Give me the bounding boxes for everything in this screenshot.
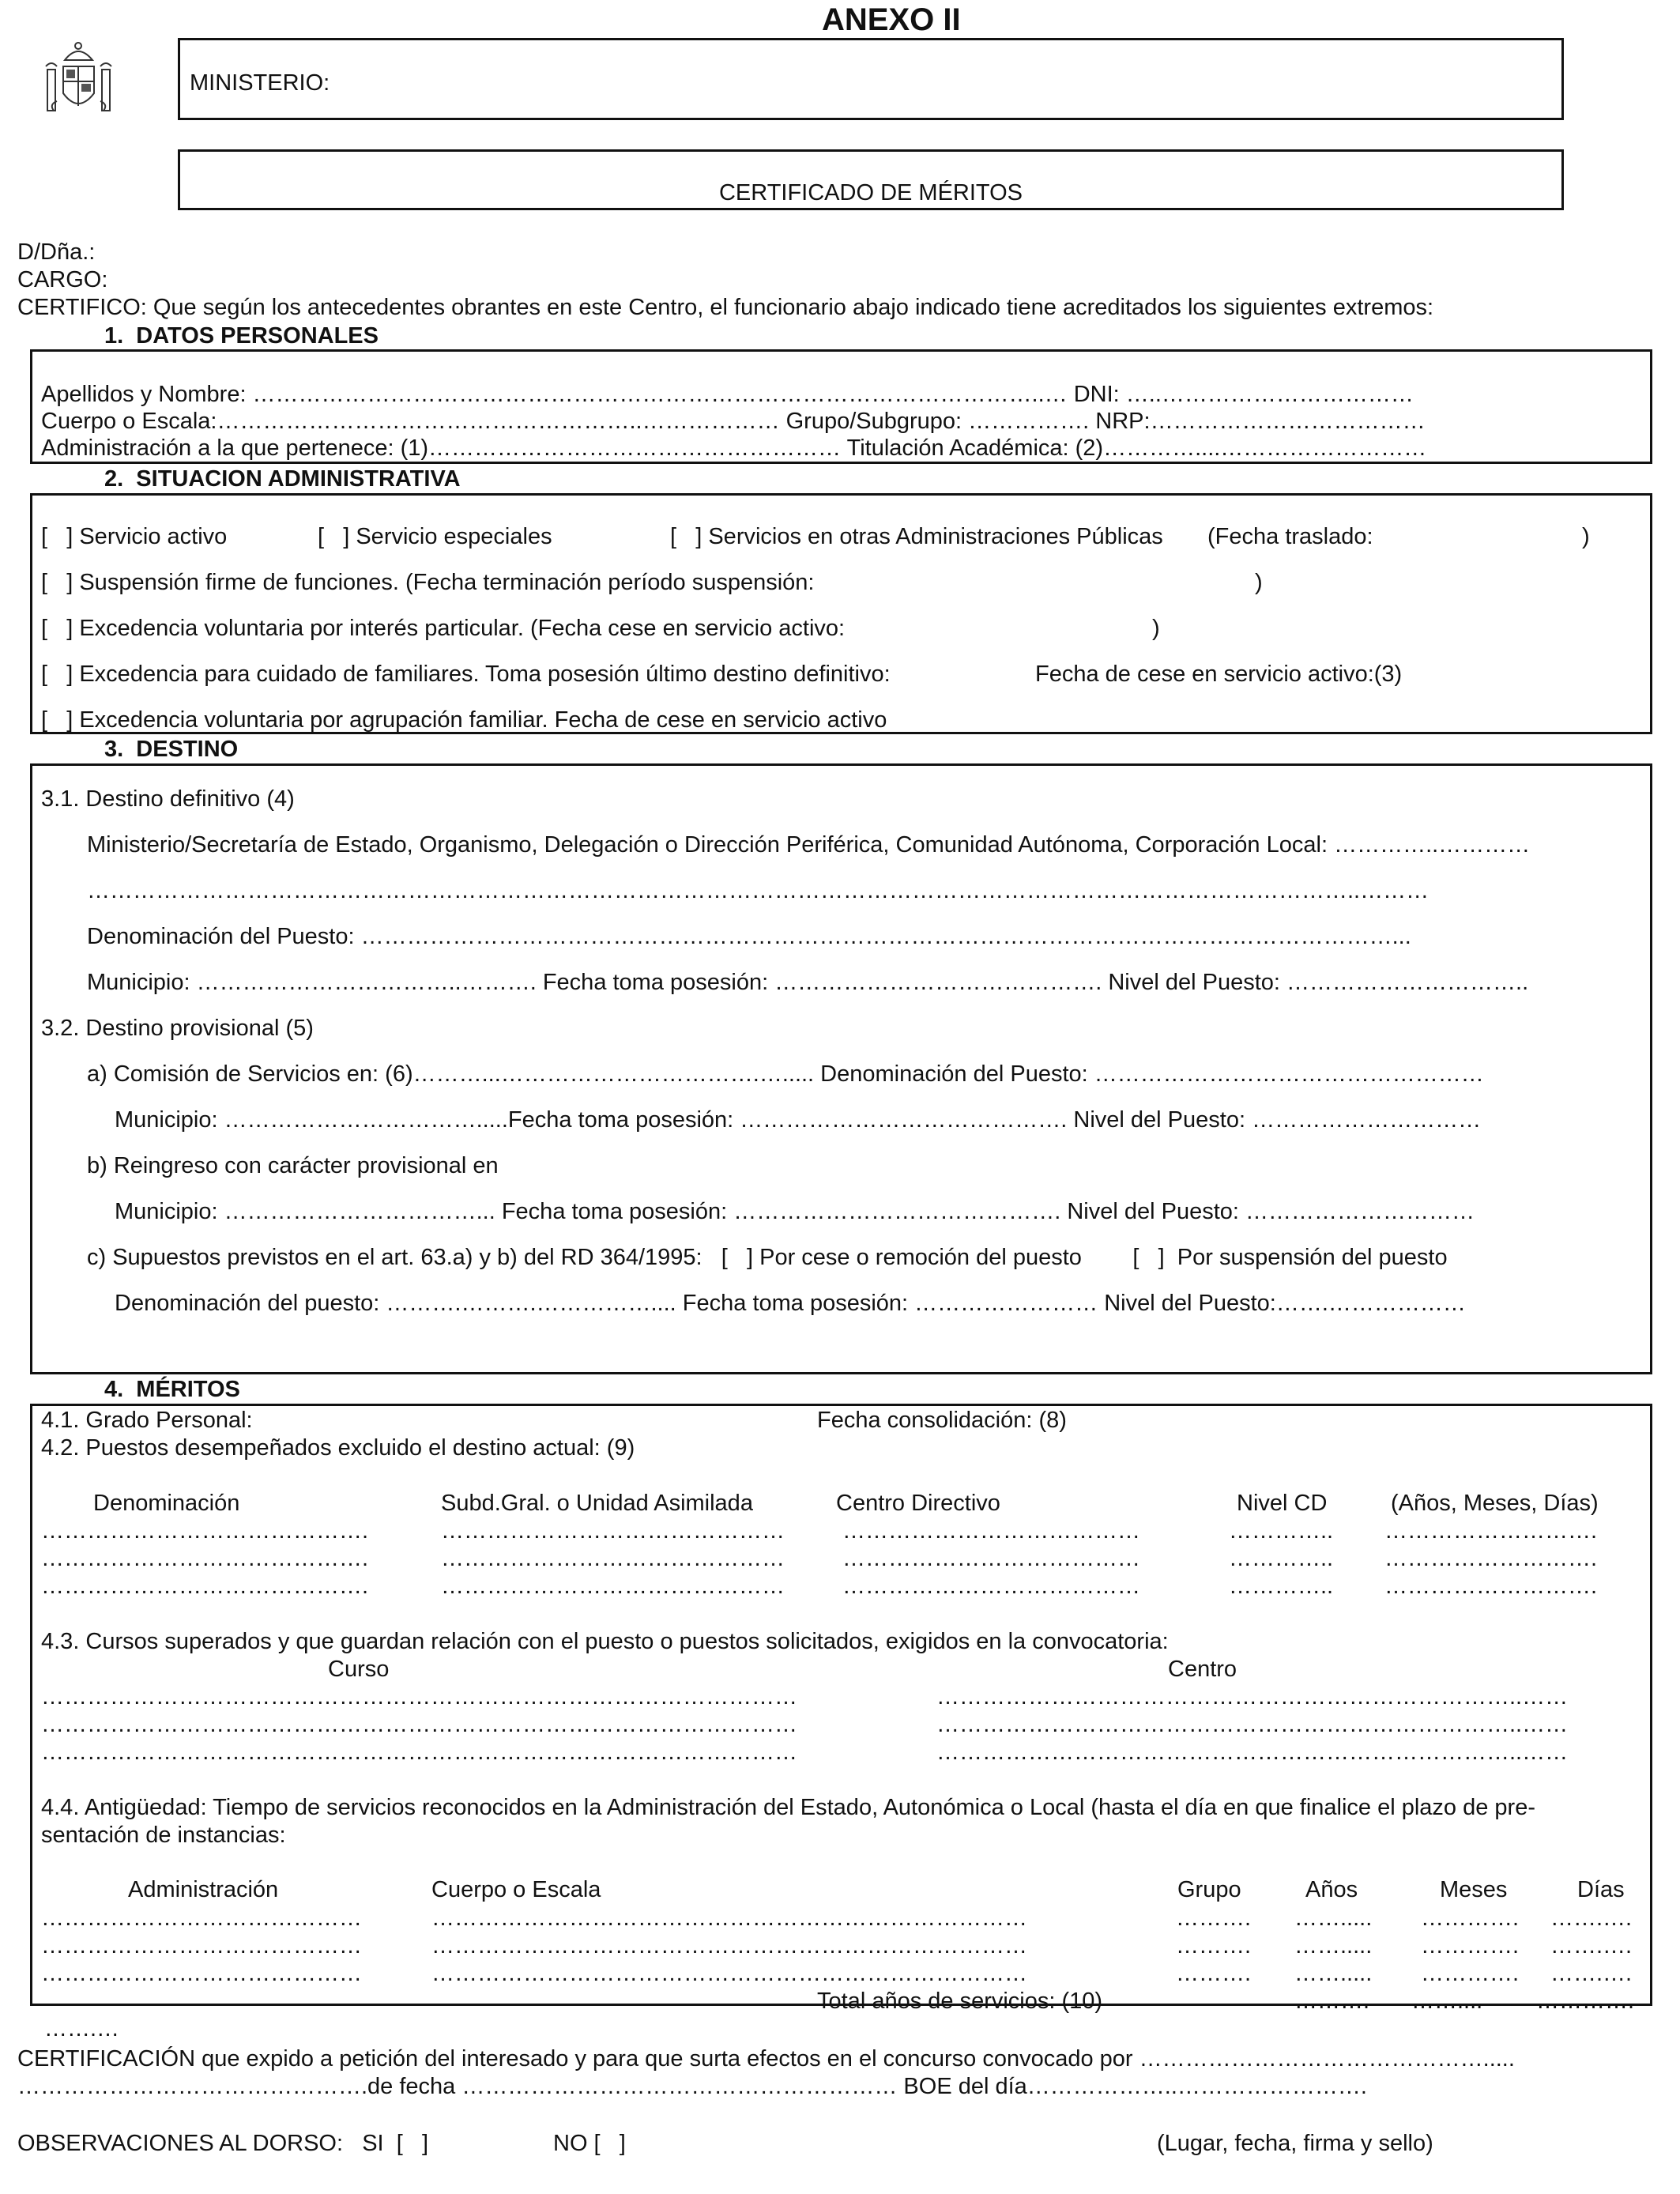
lugar-fecha-firma: (Lugar, fecha, firma y sello) [1157, 2131, 1433, 2156]
dots-43: …………………………………………………………………..…… [936, 1684, 1569, 1710]
dots-44: ……..... [1294, 1906, 1373, 1931]
fecha-consolidacion-label: Fecha consolidación: (8) [817, 1408, 1067, 1433]
servicio-activo-checkbox[interactable]: [ ] Servicio activo [41, 524, 228, 549]
dots-44: …………. [1421, 1933, 1520, 1958]
fecha-traslado-label: (Fecha traslado: [1207, 524, 1373, 549]
dots-42: ……………………………………… [441, 1574, 785, 1599]
otras-administraciones-checkbox[interactable]: [ ] Servicios en otras Administraciones Públicas [670, 524, 1163, 549]
page-title: ANEXO II [822, 2, 961, 37]
dots-43: ……………………………………………………………………………………… [41, 1712, 797, 1737]
excedencia-agrupacion-checkbox[interactable]: [ ] Excedencia voluntaria por agrupación familiar. Fecha de cese en servicio activo [41, 707, 887, 733]
dots-42: ………………………………… [842, 1518, 1140, 1544]
col-cuerpo-escala: Cuerpo o Escala [431, 1877, 601, 1902]
total-dots: ………. [1294, 1989, 1370, 2014]
dots-42: ………………………. [1384, 1546, 1598, 1571]
dots-43: …………………………………………………………………..…… [936, 1740, 1569, 1765]
destino-definitivo-line-1: Ministerio/Secretaría de Estado, Organismo, Delegación o Dirección Periférica, Comunidad Autónoma, Corporación Local: …………..………… [87, 832, 1531, 858]
dots-44: …………………………………… [41, 1906, 362, 1931]
section-4-heading: 4. MÉRITOS [104, 1377, 240, 1402]
total-servicios-label: Total años de servicios: (10) [817, 1989, 1103, 2014]
dots-44: ………. [1176, 1961, 1252, 1986]
dots-44: …………………………………………………………………… [431, 1933, 1027, 1958]
coat-of-arms-icon [41, 38, 116, 119]
datos-line-2: Cuerpo o Escala:………………………………………………..……………… Grupo/Subgrupo: ……………. NRP:……………………………… [41, 409, 1426, 434]
ministerio-label: MINISTERIO: [190, 70, 330, 96]
dots-44: …………………………………… [41, 1961, 362, 1986]
col-centro: Centro [1168, 1657, 1237, 1682]
ministerio-box [178, 38, 1564, 120]
municipio-line-def: Municipio: ……………………………..………. Fecha toma posesión: ……………………………………. Nivel del Puesto: ………………………….. [87, 970, 1529, 995]
dots-42: ………………………………… [842, 1546, 1140, 1571]
comision-servicios-line: a) Comisión de Servicios en: (6)………...…………………………….…..... Denominación del Puesto: …………………………………………… [87, 1061, 1484, 1087]
grado-personal-label: 4.1. Grado Personal: [41, 1408, 253, 1433]
col-nivel-cd: Nivel CD [1237, 1491, 1328, 1516]
certificacion-line-1: CERTIFICACIÓN que expido a petición del interesado y para que surta efectos en el concurso convocado por ………………………………………..... [17, 2046, 1515, 2071]
col-meses: Meses [1440, 1877, 1508, 1902]
certificado-title: CERTIFICADO DE MÉRITOS [718, 180, 1023, 205]
puestos-label: 4.2. Puestos desempeñados excluido el destino actual: (9) [41, 1435, 635, 1461]
small-dots: …….… [44, 2016, 120, 2041]
denominacion-puesto-line: Denominación del Puesto: ………………………………………………………………………………………………………………………... [87, 924, 1411, 949]
dots-43: ……………………………………………………………………………………… [41, 1740, 797, 1765]
total-dots: …………. [1536, 1989, 1635, 2014]
excedencia-familiares-checkbox[interactable]: [ ] Excedencia para cuidado de familiares. Toma posesión último destino definitivo: [41, 662, 891, 687]
cargo-label: CARGO: [17, 267, 108, 292]
dots-42: ……………………………………. [41, 1574, 369, 1599]
col-denominacion: Denominación [93, 1491, 240, 1516]
col-anos: Años [1305, 1877, 1358, 1902]
dots-43: …………………………………………………………………..…… [936, 1712, 1569, 1737]
municipio-line-b: Municipio: ……………………………... Fecha toma posesión: ……………………………………. Nivel del Puesto: ………………………… [115, 1199, 1475, 1224]
dona-label: D/Dña.: [17, 239, 96, 265]
section-3-heading: 3. DESTINO [104, 737, 239, 762]
col-subd-gral: Subd.Gral. o Unidad Asimilada [441, 1491, 753, 1516]
datos-line-1: Apellidos y Nombre: …………………………………………………………………………………………..… DNI: …..…………………………… [41, 382, 1414, 407]
destino-definitivo-line-2: …………………………………………………………………………………………………………………………………………………..……… [87, 878, 1430, 903]
dots-44: …….…. [1550, 1933, 1633, 1958]
dots-42: ……………………………………. [41, 1518, 369, 1544]
dots-42: ………….. [1229, 1574, 1334, 1599]
col-anos-meses-dias: (Años, Meses, Días) [1391, 1491, 1599, 1516]
dots-44: ……..... [1294, 1933, 1373, 1958]
dots-44: …….…. [1550, 1906, 1633, 1931]
col-curso: Curso [328, 1657, 390, 1682]
dots-42: ………….. [1229, 1546, 1334, 1571]
certifico-text: CERTIFICO: Que según los antecedentes obrantes en este Centro, el funcionario abajo indicado tiene acreditados los siguientes extremos: [17, 295, 1434, 320]
fecha-traslado-close: ) [1582, 524, 1590, 549]
reingreso-line: b) Reingreso con carácter provisional en [87, 1153, 499, 1178]
suspension-close: ) [1255, 570, 1263, 595]
dots-42: ……………………………………. [41, 1546, 369, 1571]
destino-provisional-label: 3.2. Destino provisional (5) [41, 1016, 314, 1041]
dots-42: ………….. [1229, 1518, 1334, 1544]
section-1-heading: 1. DATOS PERSONALES [104, 323, 379, 349]
dots-43: ……………………………………………………………………………………… [41, 1684, 797, 1710]
dots-44: …………………………………………………………………… [431, 1961, 1027, 1986]
supuestos-line: c) Supuestos previstos en el art. 63.a) y b) del RD 364/1995: [ ] Por cese o remoción del puesto [ ] Por suspensión del puesto [87, 1245, 1448, 1270]
dots-42: ……………………………………… [441, 1546, 785, 1571]
col-centro-directivo: Centro Directivo [836, 1491, 1000, 1516]
dots-44: …………………………………………………………………… [431, 1906, 1027, 1931]
antiguedad-line-2: sentación de instancias: [41, 1823, 286, 1848]
dots-42: ………………………………… [842, 1574, 1140, 1599]
denominacion-line-c: Denominación del puesto: ……….……….…………….... Fecha toma posesión: …………………… Nivel del Puesto:…….……………… [115, 1291, 1466, 1316]
antiguedad-line-1: 4.4. Antigüedad: Tiempo de servicios reconocidos en la Administración del Estado, Autonómica o Local (hasta el día en que finalice el plazo de pre- [41, 1795, 1535, 1820]
municipio-line-a: Municipio: …………………………….....Fecha toma posesión: ……………………………………. Nivel del Puesto: ………………………… [115, 1107, 1482, 1133]
col-dias: Días [1577, 1877, 1625, 1902]
total-dots: …….... [1411, 1989, 1483, 2014]
fecha-cese-label: Fecha de cese en servicio activo:(3) [1035, 662, 1403, 687]
dots-42: ………………………. [1384, 1574, 1598, 1599]
observaciones-si-checkbox[interactable]: OBSERVACIONES AL DORSO: SI [ ] [17, 2131, 429, 2156]
dots-42: ………………………. [1384, 1518, 1598, 1544]
dots-44: ………. [1176, 1906, 1252, 1931]
section-2-heading: 2. SITUACION ADMINISTRATIVA [104, 466, 461, 492]
col-grupo: Grupo [1177, 1877, 1241, 1902]
dots-44: ……..... [1294, 1961, 1373, 1986]
col-administracion: Administración [128, 1877, 279, 1902]
observaciones-no-checkbox[interactable]: NO [ ] [553, 2131, 626, 2156]
cursos-label: 4.3. Cursos superados y que guardan relación con el puesto o puestos solicitados, exigidos en la convocatoria: [41, 1629, 1169, 1654]
datos-line-3: Administración a la que pertenece: (1)……………………………………………… Titulación Académica: (2)…………....……………………… [41, 435, 1427, 461]
dots-44: …….…. [1550, 1961, 1633, 1986]
dots-44: …………. [1421, 1906, 1520, 1931]
dots-42: ……………………………………… [441, 1518, 785, 1544]
servicios-especiales-checkbox[interactable]: [ ] Servicio especiales [318, 524, 552, 549]
certificacion-line-2: ……………………………………….de fecha ………………………………………………… BOE del día………………..……………………. [17, 2074, 1367, 2099]
suspension-checkbox[interactable]: [ ] Suspensión firme de funciones. (Fecha terminación período suspensión: [41, 570, 815, 595]
excedencia-interes-checkbox[interactable]: [ ] Excedencia voluntaria por interés particular. (Fecha cese en servicio activo: [41, 616, 846, 641]
dots-44: …………………………………… [41, 1933, 362, 1958]
destino-definitivo-label: 3.1. Destino definitivo (4) [41, 786, 295, 812]
excedencia-interes-close: ) [1152, 616, 1160, 641]
dots-44: ………. [1176, 1933, 1252, 1958]
dots-44: …………. [1421, 1961, 1520, 1986]
